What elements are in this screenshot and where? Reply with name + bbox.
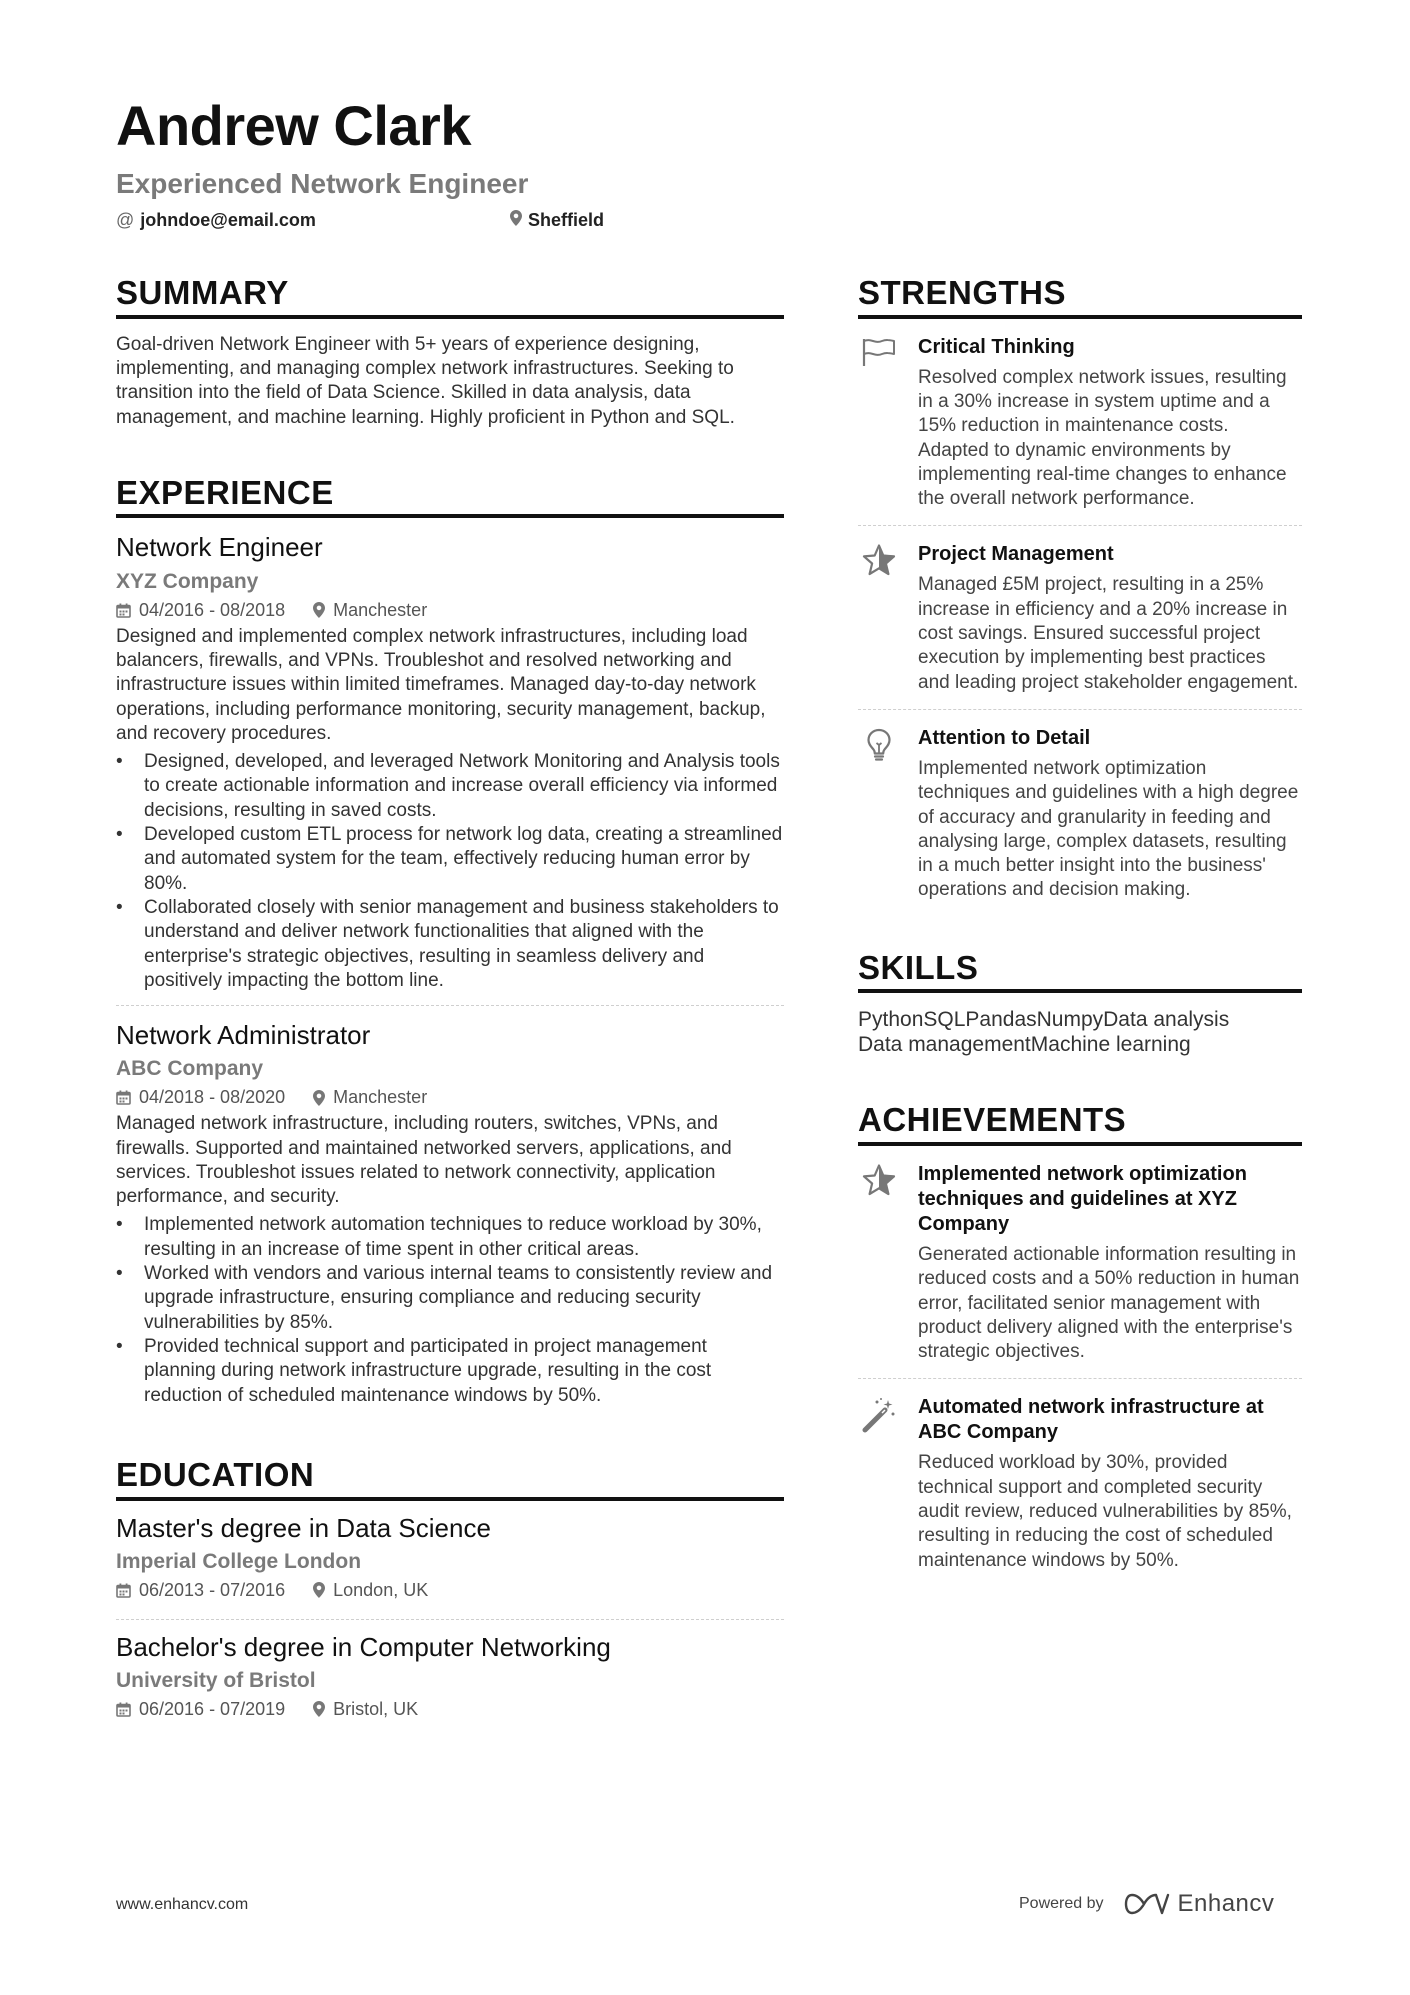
summary-section — [116, 276, 784, 430]
calendar-icon — [116, 603, 131, 618]
job-title: Network Engineer — [116, 532, 323, 563]
education-dates: 06/2013 - 07/2016 — [116, 1580, 285, 1601]
achievement-item — [858, 1146, 1302, 1378]
calendar-icon — [116, 1090, 131, 1105]
education-dates: 06/2016 - 07/2019 — [116, 1699, 285, 1720]
contact-email[interactable] — [116, 210, 316, 231]
job-company: XYZ Company — [116, 569, 259, 593]
candidate-title: Experienced Network Engineer — [116, 168, 529, 199]
job-bullet: • Developed custom ETL process for network log data, creating a streamlined and automated system for the team, effectively reducing human error by 80%. — [116, 823, 784, 896]
job-entry — [116, 1005, 784, 1420]
strength-text: Implemented network optimization techniques and guidelines with a high degree of accuracy and granularity in feeding and analysing large, complex datasets, resulting in a much better insight into the business' operations and decision making. — [918, 757, 1299, 901]
job-bullet: • Provided technical support and participated in project management planning during network infrastructure upgrade, resulting in the cost reduction of scheduled maintenance windows by 50%. — [116, 1335, 784, 1408]
calendar-icon — [116, 1702, 131, 1717]
job-description: Managed network infrastructure, including routers, switches, VPNs, and firewalls. Supported and maintained networked servers, applications, and services. Troubleshot issues related to network connectivity, application performance, and security. — [116, 1113, 732, 1208]
enhancv-logo-icon — [1124, 1892, 1170, 1916]
job-dates: 04/2018 - 08/2020 — [116, 1087, 285, 1108]
experience-section — [116, 473, 784, 1420]
achievement-text: Generated actionable information resulting in reduced costs and a 50% reduction in human error, facilitated senior management with product delivery aligned with the enterprise's strategic objectives. — [918, 1243, 1300, 1363]
strength-title: Critical Thinking — [918, 335, 1075, 358]
job-bullets — [116, 750, 784, 993]
skills-heading: SKILLS — [858, 951, 1302, 994]
location-pin-icon — [313, 1701, 325, 1717]
education-heading: EDUCATION — [116, 1458, 784, 1501]
location-text: Sheffield — [528, 210, 605, 230]
skills-list — [858, 1007, 1302, 1057]
right-column — [858, 276, 1302, 1587]
education-section — [116, 1455, 784, 1738]
job-company: ABC Company — [116, 1057, 264, 1081]
powered-by-text: Powered by — [1019, 1895, 1104, 1912]
education-meta — [116, 1580, 784, 1601]
email-text: johndoe@email.com — [140, 210, 316, 230]
strength-text: Resolved complex network issues, resulting in a 30% increase in system uptime and a 15% reduction in maintenance costs. Adapted to dynamic environments by implementing real-time changes to enhance the overall network performance. — [918, 366, 1287, 510]
job-bullet: • Implemented network automation techniques to reduce workload by 30%, resulting in an increase of time spent in other critical areas. — [116, 1213, 784, 1262]
education-meta — [116, 1699, 784, 1720]
skills-line: PythonSQLPandasNumpyData analysis — [858, 1008, 1230, 1032]
footer-website-link[interactable]: www.enhancv.com — [116, 1896, 249, 1913]
strength-item — [858, 709, 1302, 917]
job-title: Network Administrator — [116, 1020, 371, 1051]
location-pin-icon — [510, 210, 522, 231]
star-icon — [858, 542, 900, 694]
strength-item — [858, 319, 1302, 526]
experience-heading: EXPERIENCE — [116, 476, 784, 519]
lightbulb-icon — [858, 726, 900, 903]
job-bullet: • Designed, developed, and leveraged Network Monitoring and Analysis tools to create actionable information and increase overall efficiency via informed decisions, resulting in saved costs. — [116, 750, 784, 823]
education-location: London, UK — [313, 1580, 428, 1601]
calendar-icon — [116, 1583, 131, 1598]
achievements-section — [858, 1103, 1302, 1587]
strengths-section — [858, 276, 1302, 917]
location-pin-icon — [313, 1090, 325, 1106]
strengths-heading: STRENGTHS — [858, 276, 1302, 319]
skills-line: Data managementMachine learning — [858, 1033, 1191, 1057]
achievements-heading: ACHIEVEMENTS — [858, 1103, 1302, 1146]
education-entry — [116, 1501, 784, 1619]
strength-title: Attention to Detail — [918, 726, 1091, 749]
school-name: Imperial College London — [116, 1549, 362, 1573]
job-bullet: • Collaborated closely with senior management and business stakeholders to understand and deliver network functionalities that aligned with the enterprise's strategic objectives, resulting in seamless delivery and positively impacting the bottom line. — [116, 896, 784, 993]
location-pin-icon — [313, 602, 325, 618]
flag-icon — [858, 335, 900, 512]
left-column — [116, 276, 784, 1738]
magic-wand-icon — [858, 1395, 900, 1572]
enhancv-logo[interactable] — [1124, 1890, 1275, 1918]
candidate-name: Andrew Clark — [116, 94, 471, 157]
job-bullet: • Worked with vendors and various internal teams to consistently review and upgrade infrastructure, ensuring compliance and reducing security vulnerabilities by 85%. — [116, 1262, 784, 1335]
job-description: Designed and implemented complex network infrastructures, including load balancers, firewalls, and VPNs. Troubleshot and resolved networking and infrastructure issues within limited timeframes. Managed day-to-day network operations, including performance monitoring, security management, backup, and recovery procedures. — [116, 625, 766, 744]
job-meta — [116, 1087, 784, 1108]
achievement-text: Reduced workload by 30%, provided technical support and completed security audit review, reduced vulnerabilities by 85%, resulting in reducing the cost of scheduled maintenance windows by 50%. — [918, 1452, 1292, 1571]
location-pin-icon — [313, 1582, 325, 1598]
summary-text: Goal-driven Network Engineer with 5+ years of experience designing, implementing, and managing complex network infrastructures. Seeking to transition into the field of Data Science. Skilled in data analysis, data management, and machine learning. Highly proficient in Python and SQL. — [116, 333, 735, 428]
achievement-title: Automated network infrastructure at ABC Company — [918, 1396, 1264, 1444]
job-location: Manchester — [313, 1087, 427, 1108]
job-location: Manchester — [313, 600, 427, 621]
degree-title: Bachelor's degree in Computer Networking — [116, 1631, 611, 1662]
degree-title: Master's degree in Data Science — [116, 1512, 491, 1543]
contact-location — [510, 210, 604, 231]
summary-heading: SUMMARY — [116, 276, 784, 319]
job-bullets — [116, 1213, 784, 1407]
strength-text: Managed £5M project, resulting in a 25% increase in efficiency and a 20% increase in cost savings. Ensured successful project execution by implementing best practices and leading project stakeholder engagement. — [918, 574, 1299, 693]
job-meta — [116, 600, 784, 621]
strength-title: Project Management — [918, 543, 1114, 566]
at-icon: @ — [116, 210, 135, 230]
achievement-title: Implemented network optimization techniques and guidelines at XYZ Company — [918, 1162, 1247, 1235]
star-icon — [858, 1162, 900, 1364]
skills-section — [858, 948, 1302, 1058]
school-name: University of Bristol — [116, 1668, 316, 1692]
education-location: Bristol, UK — [313, 1699, 418, 1720]
job-dates: 04/2016 - 08/2018 — [116, 600, 285, 621]
job-entry — [116, 518, 784, 1005]
education-entry — [116, 1619, 784, 1738]
footer-branding — [1019, 1890, 1274, 1918]
achievement-item — [858, 1378, 1302, 1586]
strength-item — [858, 525, 1302, 708]
brand-name: Enhancv — [1177, 1890, 1275, 1917]
